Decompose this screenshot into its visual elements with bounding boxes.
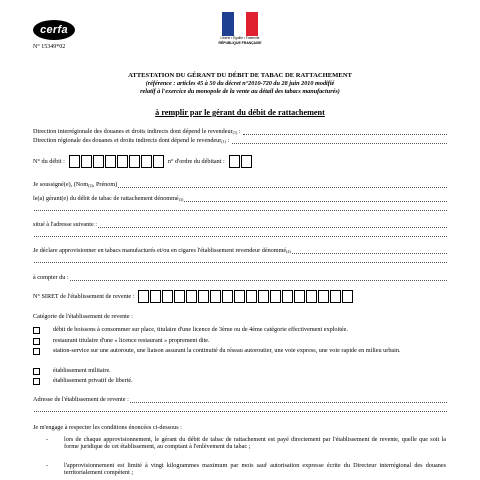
- form-reference: (référence : articles 45 à 50 du décret n°2010-720 du 28 juin 2010 modifié: [145, 80, 335, 87]
- digit-box[interactable]: [69, 155, 80, 168]
- siret-row: [33, 290, 354, 303]
- digit-box[interactable]: [342, 290, 353, 303]
- adresse-field[interactable]: [98, 222, 447, 228]
- category-checkbox[interactable]: [33, 327, 40, 334]
- cerfa-number: N° 15349*02: [33, 44, 66, 50]
- soussigne-label-tail: , Prénom): [92, 181, 118, 188]
- approvisionner-field[interactable]: [292, 248, 447, 254]
- note-ref: (1): [232, 129, 238, 135]
- digit-box[interactable]: [246, 290, 257, 303]
- category-label: restaurant titulaire d'une « licence restaurant » proprement dite.: [53, 337, 210, 344]
- condition-item: [46, 462, 446, 476]
- digit-box[interactable]: [306, 290, 317, 303]
- siret-boxes[interactable]: [138, 290, 354, 303]
- adresse-label: situé à l'adresse suivante :: [33, 221, 98, 228]
- digit-box[interactable]: [150, 290, 161, 303]
- category-checkbox[interactable]: [33, 348, 40, 355]
- ordre-label: n° d'ordre du débitant :: [167, 157, 225, 165]
- digit-box[interactable]: [318, 290, 329, 303]
- digit-box[interactable]: [105, 155, 116, 168]
- digit-box[interactable]: [141, 155, 152, 168]
- direction-regionale-field[interactable]: [232, 138, 447, 144]
- note-ref: (3): [178, 196, 184, 202]
- condition-text: lors de chaque approvisionnement, le gérant du débit de tabac de rattachement est payé directement par l'établissement de revente, quelle que soit la forme juridique de cet établissement, au comptant à l'enlèvement du tabac ;: [64, 436, 446, 451]
- gerant-field-2[interactable]: [34, 205, 447, 211]
- cerfa-logo: cerfa: [33, 20, 75, 40]
- category-checkbox[interactable]: [33, 368, 40, 375]
- num-debit-label: N° du débit :: [33, 157, 65, 165]
- adresse-row: [33, 221, 447, 228]
- digit-box[interactable]: [241, 155, 252, 168]
- digit-box[interactable]: [81, 155, 92, 168]
- digit-box[interactable]: [129, 155, 140, 168]
- ordre-boxes[interactable]: [229, 155, 253, 168]
- gerant-row-2: [33, 205, 447, 211]
- form-reference-2: relatif à l'exercice du monopole de la vente au détail des tabacs manufacturés): [140, 88, 340, 95]
- a-compter-field[interactable]: [70, 275, 447, 281]
- republique-francaise-logo: [211, 12, 269, 56]
- category-option[interactable]: [33, 347, 447, 355]
- digit-box[interactable]: [162, 290, 173, 303]
- rf-name: RÉPUBLIQUE FRANÇAISE: [218, 40, 262, 45]
- digit-box[interactable]: [282, 290, 293, 303]
- condition-text: l'approvisionnement est limité à vingt kilogrammes maximum par mois sauf autorisation expresse écrite du Directeur interrégional des douanes territorialement compétent ;: [64, 462, 446, 477]
- approvisionner-row: [33, 247, 447, 254]
- a-compter-label: à compter du :: [33, 274, 69, 281]
- rf-motto: Liberté • Égalité • Fraternité: [220, 36, 260, 40]
- direction-interregionale-label: Direction interrégionale des douanes et droits indirects dont dépend le revendeur: [33, 128, 233, 135]
- direction-regionale-label: Direction régionale des douanes et droits indirects dont dépend le revendeur: [33, 137, 222, 144]
- approvisionner-label: Je déclare approvisionner en tabacs manufacturés et/ou en cigares l'établissement revendeur dénommé: [33, 247, 287, 254]
- category-option[interactable]: [33, 326, 447, 334]
- siret-label: N° SIRET de l'établissement de revente :: [33, 292, 135, 300]
- digit-box[interactable]: [222, 290, 233, 303]
- category-option[interactable]: [33, 367, 447, 375]
- category-label: établissement militaire.: [53, 367, 111, 374]
- soussigne-label: Je soussigné(e), (Nom: [33, 181, 89, 188]
- flag-red-band: [246, 12, 258, 36]
- digit-box[interactable]: [138, 290, 149, 303]
- flag-blue-band: [222, 12, 234, 36]
- category-checkbox[interactable]: [33, 378, 40, 385]
- adresse-revente-row-2: [33, 406, 447, 412]
- digit-box[interactable]: [198, 290, 209, 303]
- direction-interregionale-field[interactable]: [243, 129, 447, 135]
- note-ref: (1): [221, 138, 226, 144]
- dash-bullet: -: [46, 462, 49, 469]
- adresse-revente-field[interactable]: [130, 397, 447, 403]
- digit-box[interactable]: [270, 290, 281, 303]
- digit-box[interactable]: [210, 290, 221, 303]
- adresse-row-2: [33, 231, 447, 237]
- form-subtitle: à remplir par le gérant du débit de rattachement: [155, 108, 325, 117]
- french-flag-icon: [222, 12, 258, 36]
- note-ref: (4): [286, 248, 291, 254]
- gerant-label: le(a) gérant(e) du débit de tabac de rattachement dénommé: [33, 195, 179, 202]
- approvisionner-field-2[interactable]: [34, 257, 447, 263]
- soussigne-row: [33, 181, 447, 188]
- a-compter-row: [33, 274, 447, 281]
- digit-box[interactable]: [117, 155, 128, 168]
- digit-box[interactable]: [234, 290, 245, 303]
- gerant-row: [33, 195, 447, 202]
- category-label: station-service sur une autoroute, une liaison assurant la continuité du réseau autoroutier, une voie express, une voie rapide en milieu urbain.: [53, 347, 401, 354]
- approvisionner-row-2: [33, 257, 447, 263]
- flag-white-band: [234, 12, 246, 36]
- num-debit-boxes[interactable]: [69, 155, 165, 168]
- condition-item: [46, 436, 446, 450]
- direction-regionale-row: Direction régionale des douanes et droits indirects dont dépend le revendeur (1) :: [33, 137, 447, 144]
- adresse-revente-label: Adresse de l'établissement de revente :: [33, 396, 129, 403]
- direction-interregionale-row: Direction interrégionale des douanes et droits indirects dont dépend le revendeur (1) :: [33, 128, 447, 135]
- digit-box[interactable]: [330, 290, 341, 303]
- digit-box[interactable]: [186, 290, 197, 303]
- adresse-field-2[interactable]: [34, 231, 447, 237]
- note-ref: (2): [88, 182, 93, 188]
- num-debit-row: [33, 155, 253, 168]
- category-label: débit de boissons à consommer sur place, titulaire d'une licence de 3ème ou de 4ème catégorie effectivement exploitée.: [53, 326, 348, 333]
- category-option[interactable]: [33, 377, 447, 385]
- dash-bullet: -: [46, 436, 49, 443]
- gerant-field[interactable]: [184, 196, 447, 202]
- digit-box[interactable]: [174, 290, 185, 303]
- form-title: ATTESTATION DU GÉRANT DU DÉBIT DE TABAC DE RATTACHEMENT: [128, 72, 352, 79]
- engage-label: Je m'engage à respecter les conditions énoncées ci-dessous :: [33, 424, 182, 431]
- digit-box[interactable]: [294, 290, 305, 303]
- soussigne-field[interactable]: [118, 182, 447, 188]
- category-label: établissement privatif de liberté.: [53, 377, 133, 384]
- adresse-revente-row: [33, 396, 447, 403]
- categorie-label: Catégorie de l'établissement de revente :: [33, 313, 133, 320]
- digit-box[interactable]: [93, 155, 104, 168]
- digit-box[interactable]: [153, 155, 164, 168]
- adresse-revente-field-2[interactable]: [34, 406, 447, 412]
- digit-box[interactable]: [229, 155, 240, 168]
- category-checkbox[interactable]: [33, 338, 40, 345]
- category-option[interactable]: [33, 337, 447, 345]
- digit-box[interactable]: [258, 290, 269, 303]
